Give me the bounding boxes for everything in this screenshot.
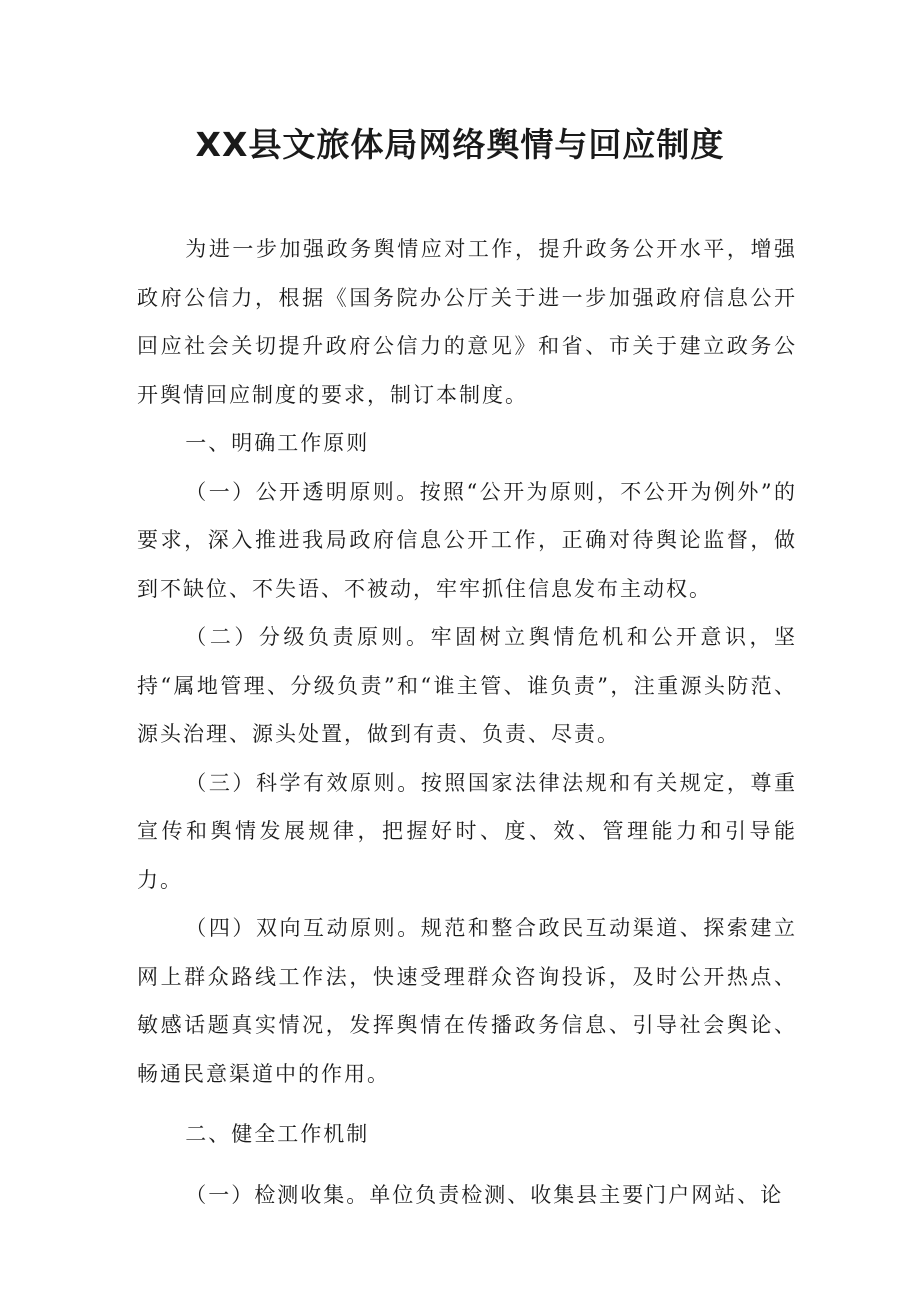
section-heading-2: 二、健全工作机制 xyxy=(185,1122,370,1146)
principle-paragraph-4: （四）双向互动原则。规范和整合政民互动渠道、探索建立网上群众路线工作法，快速受理群众咨询投诉，及时公开热点、敏感话题真实情况，发挥舆情在传播政务信息、引导社会舆论、畅通民意渠道中的作用。 xyxy=(137,916,797,1086)
principle-paragraph-3: （三）科学有效原则。按照国家法律法规和有关规定，尊重宣传和舆情发展规律，把握好时、度、效、管理能力和引导能力。 xyxy=(137,770,797,892)
principle-paragraph-1: （一）公开透明原则。按照“公开为原则，不公开为例外”的要求，深入推进我局政府信息公开工作，正确对待舆论监督，做到不缺位、不失语、不被动，牢牢抓住信息发布主动权。 xyxy=(137,479,797,601)
document-body xyxy=(137,225,797,1219)
intro-paragraph: 为进一步加强政务舆情应对工作，提升政务公开水平，增强政府公信力，根据《国务院办公厅关于进一步加强政府信息公开回应社会关切提升政府公信力的意见》和省、市关于建立政务公开舆情回应制度的要求，制订本制度。 xyxy=(137,237,797,407)
principle-paragraph-2: （二）分级负责原则。牢固树立舆情危机和公开意识，坚持“属地管理、分级负责”和“谁主管、谁负责”，注重源头防范、源头治理、源头处置，做到有责、负责、尽责。 xyxy=(137,625,797,746)
document-title: XX县文旅体局网络舆情与回应制度 xyxy=(195,125,725,164)
section-heading-1: 一、明确工作原则 xyxy=(185,431,370,455)
mechanism-paragraph-1: （一）检测收集。单位负责检测、收集县主要门户网站、论 xyxy=(185,1182,784,1207)
